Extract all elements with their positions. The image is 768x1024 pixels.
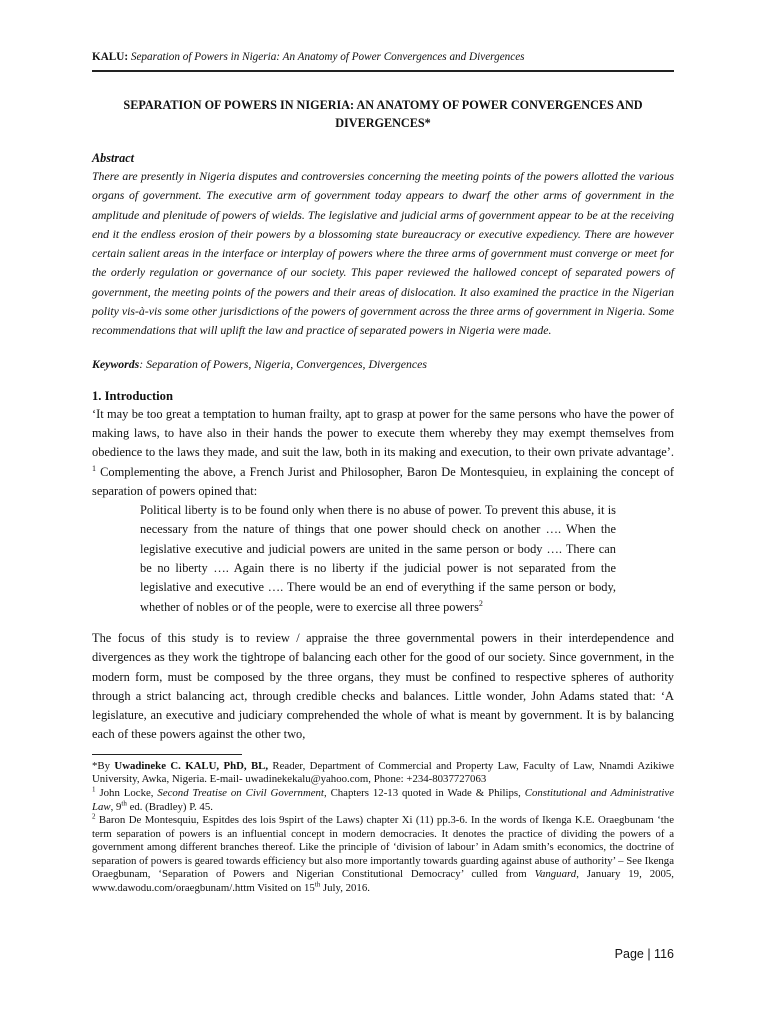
keywords-label: Keywords [92,356,140,371]
footnote-1-text-a: John Locke, [95,786,158,799]
section-heading-introduction: 1. Introduction [92,388,173,403]
abstract-heading: Abstract [92,151,134,165]
block-quote-text: Political liberty is to be found only when there is no abuse of power. To prevent this abuse, it is necessary from the nature of things that one power should check on another …. When the legislative executive and judicial powers are united in the same person or body …. There can be no liberty …. Again there is no liberty if the judicial power is not separated from the legislative and executive …. There would be an end of everything if the same person or body, whether of nobles or of the people, were to exercise all three powers [140,503,616,614]
footnote-2-text-c: July, 2016. [320,882,370,895]
footnote-1-text-c: , 9 [110,800,122,813]
footnote-2-number: 2 [92,812,96,821]
footnote-1-text-b: , Chapters 12-13 quoted in Wade & Philips, [323,786,525,799]
footnote-author [92,760,674,787]
footnote-1-number: 1 [92,785,96,794]
document-page [92,50,674,896]
footnote-by: By [97,759,115,772]
page-number: Page | 116 [614,947,674,961]
footnotes [92,760,674,896]
abstract-text: There are presently in Nigeria disputes and controversies concerning the meeting points of the powers allotted the various organs of government. The executive arm of government today appears to dwarf the other arms of government in the amplitude and plenitude of powers of wields. The legislative and judicial arms of government appear to be at the receiving end it the endless erosion of their powers by a blossoming state bureaucracy or executive expediency. There are however certain salient areas in the interface or interplay of powers where the three arms of government must converge or meet for the orderly regulation or governance of our society. This paper reviewed the hallowed concept of separated powers of government, the meeting points of the powers and their areas of dislocation. It also examined the practice in the Nigerian polity vis-à-vis some other jurisdictions of the powers of government across the three arms of government in Nigeria. Some recommendations that will uplift the law and practice of separated powers in Nigeria were made. [92,169,674,338]
footnote-1 [92,787,674,814]
footnote-1-text-d: ed. (Bradley) P. 45. [126,800,213,813]
intro-paragraph-2: The focus of this study is to review / appraise the three governmental powers in their interdependence and divergences as they work the tightrope of balancing each other for the good of our society. Since government, in the modern form, must be composed by the three organs, they must be confined to respective spheres of authority through a strict balancing act, through credible checks and balances. Little wonder, John Adams stated that: ‘A legislature, an executive and judiciary comprehended the whole of what is meant by government. It is by balancing each of these powers against the other two, [92,630,674,742]
intro-quote-locke: ‘It may be too great a temptation to human frailty, apt to grasp at power for the same persons who have the power of making laws, to have also in their hands the power to execute them whereby they may exempt themselves from obedience to the laws they made, and suit the law, both in its making and execution, to their own private advantage’. [92,406,674,460]
author-name: Uwadineke C. KALU, PhD, BL, [114,759,269,772]
footnote-ref-1: 1 [92,463,97,473]
footnote-1-book-title-2: Constitutional and Administrative Law [92,786,675,813]
header-author: KALU: [92,51,129,63]
footnote-star: * [92,759,98,772]
footnote-2-text-a: Baron De Montesquiu, Espitdes des lois 9spirt of the Laws) chapter Xi (11) pp.3-6. In the words of Ikenga K.E. Oraegbunam ‘the term separation of powers is an influential concept in modern democracies. It denotes the practice of dividing the powers of a government among different branches thereof. Like the principle of ‘division of labour’ in Adam smith’s economics, the doctrine of separation of powers is geared towards efficiency but also more importantly towards guarding against abuse of authority’ – See Ikenga Oraegbunam, ‘Separation of Powers and Nigerian Constitutional Democracy’ culled from [92,814,674,881]
header-journal-title: Separation of Powers in Nigeria: An Anatomy of Power Convergences and Divergences [130,51,525,63]
intro-paragraph-1 [92,405,674,501]
keywords-line [92,355,674,374]
running-header [92,50,674,72]
footnote-ref-2: 2 [478,598,483,608]
footnote-1-ordinal: th [121,798,127,807]
keywords-text: : Separation of Powers, Nigeria, Convergences, Divergences [139,356,427,371]
footnote-divider [92,754,242,755]
article-title: SEPARATION OF POWERS IN NIGERIA: AN ANATOMY OF POWER CONVERGENCES AND DIVERGENCES* [123,98,643,130]
author-affiliation: Reader, Department of Commercial and Property Law, Faculty of Law, Nnamdi Azikiwe University, Awka, Nigeria. E-mail- uwadinekekalu@yahoo.com, Phone: +234-8037727063 [92,759,674,786]
footnote-2-source: Vanguard [534,868,577,881]
footnote-2-ordinal: th [314,880,321,889]
footnote-1-book-title: Second Treatise on Civil Government [157,786,324,799]
block-quote [140,501,616,617]
footnote-2 [92,814,674,896]
intro-text-montesquieu: Complementing the above, a French Jurist and Philosopher, Baron De Montesquieu, in explaining the concept of separation of powers opined that: [92,464,674,498]
footnote-2-text-b: , January 19, 2005, www.dawodu.com/oraegbunam/.httm Visited on 15 [92,868,674,895]
